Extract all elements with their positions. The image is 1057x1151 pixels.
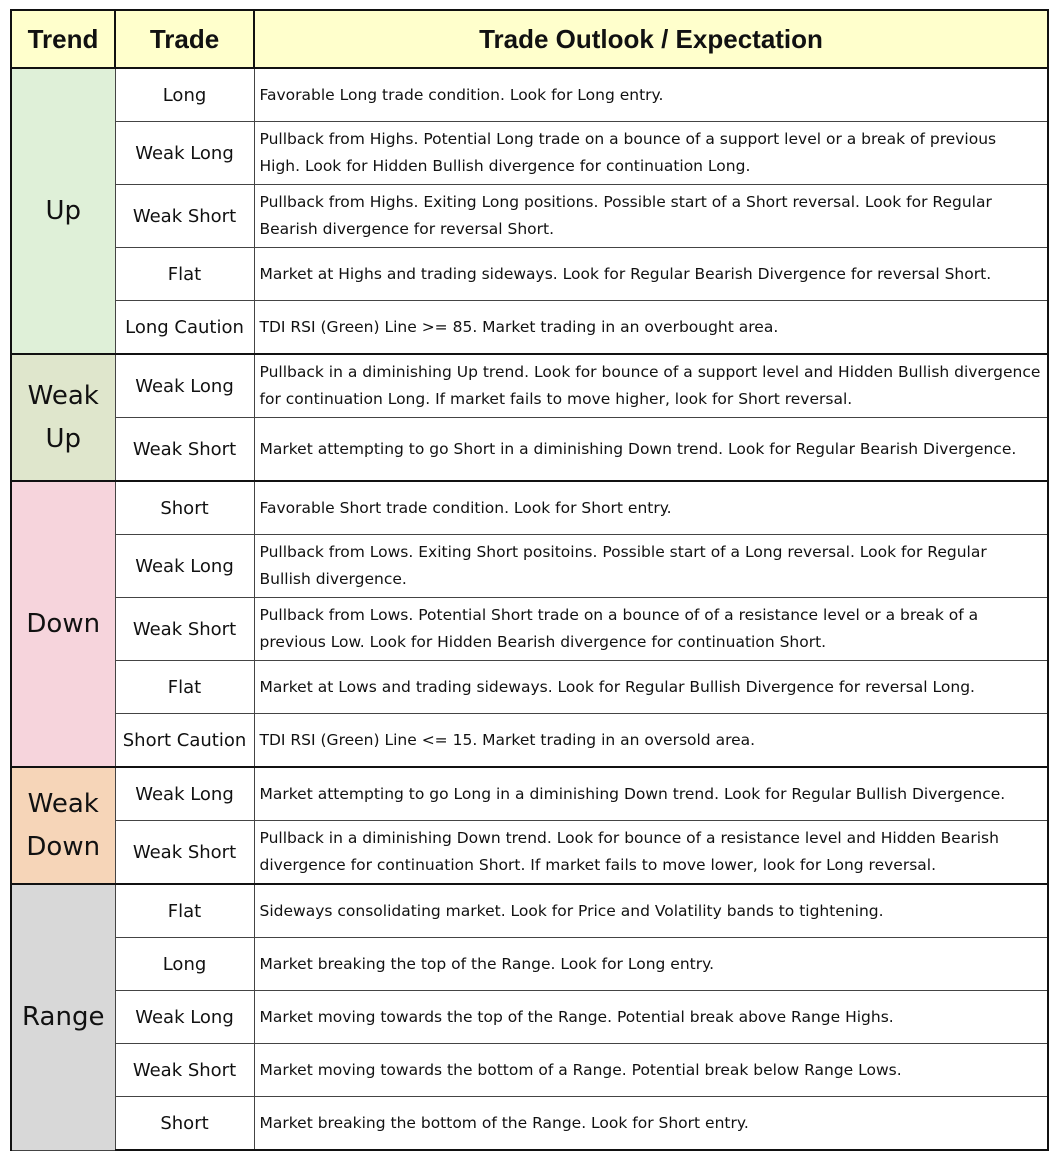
table-row [11, 1044, 1048, 1097]
outlook-cell: Market attempting to go Long in a diminishing Down trend. Look for Regular Bullish Divergence. [254, 767, 1048, 821]
trade-cell: Short Caution [115, 714, 254, 768]
outlook-cell: Market attempting to go Short in a diminishing Down trend. Look for Regular Bearish Divergence. [254, 418, 1048, 482]
trade-cell: Weak Short [115, 821, 254, 885]
trend-cell-weak-up [11, 354, 115, 481]
table-row [11, 248, 1048, 301]
trade-cell: Short [115, 481, 254, 535]
trend-cell-down [11, 481, 115, 767]
outlook-cell: Market breaking the bottom of the Range. Look for Short entry. [254, 1097, 1048, 1151]
table-row [11, 884, 1048, 938]
trade-cell: Weak Short [115, 1044, 254, 1097]
table-row [11, 185, 1048, 248]
trade-cell: Flat [115, 661, 254, 714]
table-row [11, 714, 1048, 768]
table-row [11, 354, 1048, 418]
trade-cell: Short [115, 1097, 254, 1151]
table-row [11, 535, 1048, 598]
table-row [11, 122, 1048, 185]
outlook-cell: TDI RSI (Green) Line >= 85. Market trading in an overbought area. [254, 301, 1048, 355]
table-row [11, 661, 1048, 714]
table-row [11, 1097, 1048, 1151]
trend-label: Range [22, 1001, 105, 1032]
trade-cell: Flat [115, 248, 254, 301]
outlook-cell: Pullback from Lows. Exiting Short positoins. Possible start of a Long reversal. Look for Regular Bullish divergence. [254, 535, 1048, 598]
trend-label: Up [45, 195, 82, 226]
outlook-cell: Market at Lows and trading sideways. Look for Regular Bullish Divergence for reversal Long. [254, 661, 1048, 714]
trade-cell: Weak Long [115, 354, 254, 418]
trade-cell: Long [115, 68, 254, 122]
trade-cell: Weak Long [115, 991, 254, 1044]
outlook-cell: Favorable Short trade condition. Look for Short entry. [254, 481, 1048, 535]
outlook-cell: Sideways consolidating market. Look for Price and Volatility bands to tightening. [254, 884, 1048, 938]
outlook-cell: Pullback from Lows. Potential Short trade on a bounce of of a resistance level or a break of a previous Low. Look for Hidden Bearish divergence for continuation Short. [254, 598, 1048, 661]
trend-cell-weak-down [11, 767, 115, 884]
trend-cell-up [11, 68, 115, 354]
trade-cell: Long [115, 938, 254, 991]
trend-cell-range [11, 884, 115, 1150]
trade-cell: Weak Long [115, 122, 254, 185]
trend-label: Weak Up [27, 380, 99, 454]
outlook-cell: TDI RSI (Green) Line <= 15. Market trading in an oversold area. [254, 714, 1048, 768]
header-row [11, 10, 1048, 68]
outlook-cell: Market breaking the top of the Range. Look for Long entry. [254, 938, 1048, 991]
table-row [11, 301, 1048, 355]
outlook-cell: Pullback in a diminishing Down trend. Look for bounce of a resistance level and Hidden Bearish divergence for continuation Short. If market fails to move lower, look for Long reversal. [254, 821, 1048, 885]
trade-cell: Weak Short [115, 598, 254, 661]
outlook-cell: Pullback from Highs. Potential Long trade on a bounce of a support level or a break of previous High. Look for Hidden Bullish divergence for continuation Long. [254, 122, 1048, 185]
outlook-cell: Market moving towards the top of the Range. Potential break above Range Highs. [254, 991, 1048, 1044]
trade-cell: Long Caution [115, 301, 254, 355]
trade-cell: Weak Short [115, 418, 254, 482]
table-row [11, 418, 1048, 482]
table-row [11, 938, 1048, 991]
header-outlook: Trade Outlook / Expectation [254, 10, 1048, 68]
table-row [11, 598, 1048, 661]
outlook-cell: Pullback from Highs. Exiting Long positions. Possible start of a Short reversal. Look for Regular Bearish divergence for reversal Short. [254, 185, 1048, 248]
table-row [11, 991, 1048, 1044]
trend-trade-table-container [10, 9, 1047, 1151]
header-trade: Trade [115, 10, 254, 68]
outlook-cell: Favorable Long trade condition. Look for Long entry. [254, 68, 1048, 122]
outlook-cell: Market at Highs and trading sideways. Look for Regular Bearish Divergence for reversal Short. [254, 248, 1048, 301]
trade-cell: Weak Long [115, 535, 254, 598]
table-row [11, 767, 1048, 821]
trend-label: Down [26, 608, 101, 639]
trend-label: Weak Down [26, 788, 101, 862]
table-row [11, 821, 1048, 885]
trade-cell: Flat [115, 884, 254, 938]
trade-cell: Weak Short [115, 185, 254, 248]
trend-trade-table [10, 9, 1049, 1151]
header-trend: Trend [11, 10, 115, 68]
outlook-cell: Pullback in a diminishing Up trend. Look for bounce of a support level and Hidden Bullish divergence for continuation Long. If market fails to move higher, look for Short reversal. [254, 354, 1048, 418]
trade-cell: Weak Long [115, 767, 254, 821]
table-row [11, 481, 1048, 535]
table-row [11, 68, 1048, 122]
outlook-cell: Market moving towards the bottom of a Range. Potential break below Range Lows. [254, 1044, 1048, 1097]
